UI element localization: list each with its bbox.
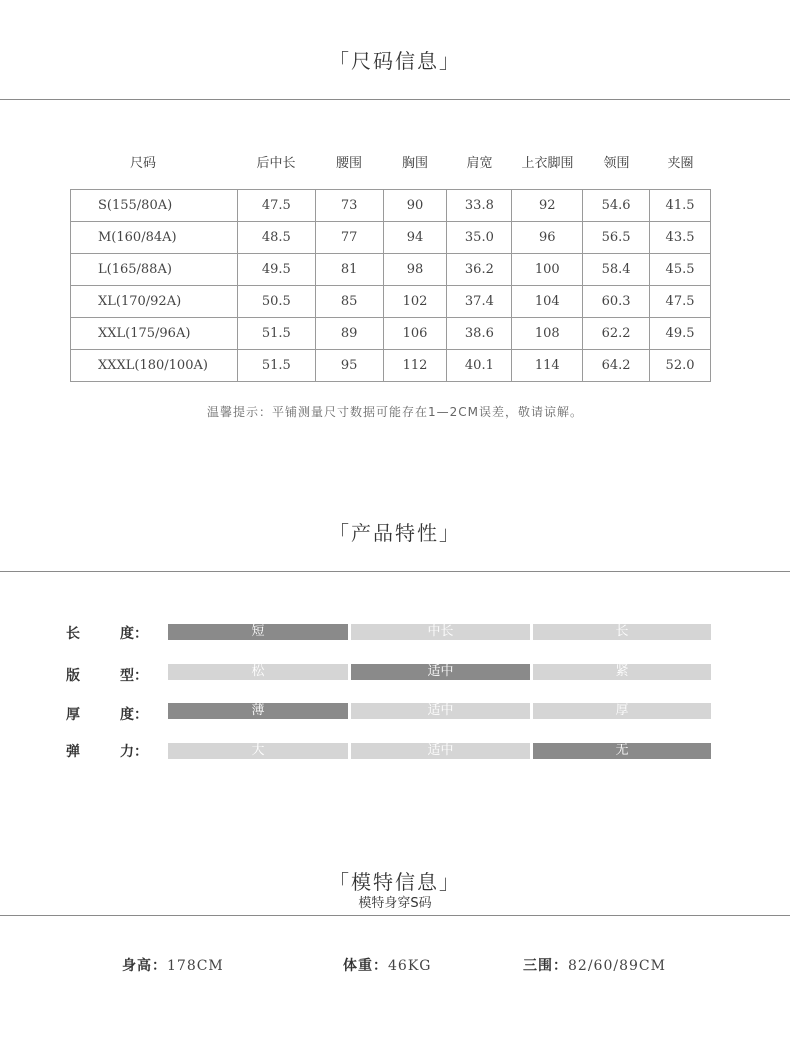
- table-cell: 106: [383, 318, 447, 350]
- divider: [0, 571, 790, 572]
- divider: [0, 99, 790, 100]
- table-cell: 51.5: [237, 350, 315, 382]
- table-cell: 50.5: [237, 286, 315, 318]
- model-measurements-value: 82/60/89CM: [568, 958, 666, 974]
- table-cell: XXXL(180/100A): [71, 350, 238, 382]
- table-cell: 95: [315, 350, 383, 382]
- table-cell: 58.4: [583, 254, 650, 286]
- table-cell: 100: [512, 254, 583, 286]
- table-cell: 62.2: [583, 318, 650, 350]
- feature-section-title: 「产品特性」: [329, 521, 461, 545]
- feature-option: 长: [533, 624, 711, 640]
- model-measurements-label: 三围：: [523, 958, 568, 974]
- feature-label-char: 厚: [66, 707, 80, 723]
- table-cell: 112: [383, 350, 447, 382]
- table-cell: 64.2: [583, 350, 650, 382]
- model-subtitle: 模特身穿S码: [358, 896, 432, 911]
- feature-option: 适中: [351, 664, 530, 680]
- model-height: [122, 955, 224, 975]
- table-cell: 60.3: [583, 286, 650, 318]
- table-cell: 37.4: [447, 286, 512, 318]
- model-measurements: [523, 955, 666, 975]
- table-cell: 96: [512, 222, 583, 254]
- feature-option: 松: [168, 664, 348, 680]
- header-collar: 领围: [603, 156, 630, 171]
- feature-option: 适中: [351, 743, 530, 759]
- header-shoulder: 肩宽: [466, 156, 493, 171]
- table-cell: 92: [512, 190, 583, 222]
- table-cell: XXL(175/96A): [71, 318, 238, 350]
- table-cell: 102: [383, 286, 447, 318]
- feature-label-char: 型：: [120, 668, 148, 684]
- table-cell: 81: [315, 254, 383, 286]
- feature-option: 适中: [351, 703, 530, 719]
- table-cell: 49.5: [237, 254, 315, 286]
- feature-option: 厚: [533, 703, 711, 719]
- table-cell: 48.5: [237, 222, 315, 254]
- feature-label-char: 度：: [120, 626, 148, 642]
- table-row: [71, 318, 711, 350]
- table-cell: 54.6: [583, 190, 650, 222]
- table-cell: 108: [512, 318, 583, 350]
- size-section-title: 「尺码信息」: [329, 49, 461, 73]
- table-cell: 38.6: [447, 318, 512, 350]
- table-row: [71, 190, 711, 222]
- feature-label-char: 力：: [120, 744, 148, 760]
- model-weight-label: 体重：: [343, 958, 388, 974]
- feature-option: 无: [533, 743, 711, 759]
- table-cell: 94: [383, 222, 447, 254]
- table-row: [71, 286, 711, 318]
- table-cell: 45.5: [650, 254, 711, 286]
- feature-option: 中长: [351, 624, 530, 640]
- table-cell: 47.5: [237, 190, 315, 222]
- model-height-label: 身高：: [122, 958, 167, 974]
- table-cell: 56.5: [583, 222, 650, 254]
- table-cell: 77: [315, 222, 383, 254]
- table-cell: 35.0: [447, 222, 512, 254]
- table-row: [71, 222, 711, 254]
- divider: [0, 915, 790, 916]
- table-cell: 114: [512, 350, 583, 382]
- feature-label-char: 长: [66, 626, 80, 642]
- feature-label-char: 弹: [66, 744, 80, 760]
- table-cell: XL(170/92A): [71, 286, 238, 318]
- table-cell: 85: [315, 286, 383, 318]
- table-cell: 73: [315, 190, 383, 222]
- feature-label-char: 版: [66, 668, 80, 684]
- header-waist: 腰围: [335, 156, 362, 171]
- table-cell: 40.1: [447, 350, 512, 382]
- table-cell: M(160/84A): [71, 222, 238, 254]
- header-armhole: 夹圈: [667, 156, 694, 171]
- table-cell: 33.8: [447, 190, 512, 222]
- table-cell: L(165/88A): [71, 254, 238, 286]
- header-back-length: 后中长: [256, 156, 296, 171]
- header-size: 尺码: [129, 156, 156, 171]
- table-cell: 47.5: [650, 286, 711, 318]
- model-height-value: 178CM: [167, 958, 224, 974]
- table-cell: 90: [383, 190, 447, 222]
- table-cell: 36.2: [447, 254, 512, 286]
- table-cell: 41.5: [650, 190, 711, 222]
- table-row: [71, 350, 711, 382]
- header-chest: 胸围: [401, 156, 428, 171]
- size-table: [70, 189, 711, 382]
- feature-option: 短: [168, 624, 348, 640]
- table-cell: 104: [512, 286, 583, 318]
- table-row: [71, 254, 711, 286]
- table-cell: 89: [315, 318, 383, 350]
- measurement-note: 温馨提示：平铺测量尺寸数据可能存在1—2CM误差，敬请谅解。: [206, 405, 583, 419]
- table-cell: 43.5: [650, 222, 711, 254]
- model-weight: [343, 955, 431, 975]
- table-cell: S(155/80A): [71, 190, 238, 222]
- model-weight-value: 46KG: [388, 958, 432, 974]
- feature-option: 紧: [533, 664, 711, 680]
- feature-label-char: 度：: [120, 707, 148, 723]
- header-hem: 上衣脚围: [521, 156, 574, 171]
- table-cell: 49.5: [650, 318, 711, 350]
- feature-option: 薄: [168, 703, 348, 719]
- table-cell: 52.0: [650, 350, 711, 382]
- model-section-title: 「模特信息」: [329, 870, 461, 894]
- table-cell: 98: [383, 254, 447, 286]
- feature-option: 大: [168, 743, 348, 759]
- table-cell: 51.5: [237, 318, 315, 350]
